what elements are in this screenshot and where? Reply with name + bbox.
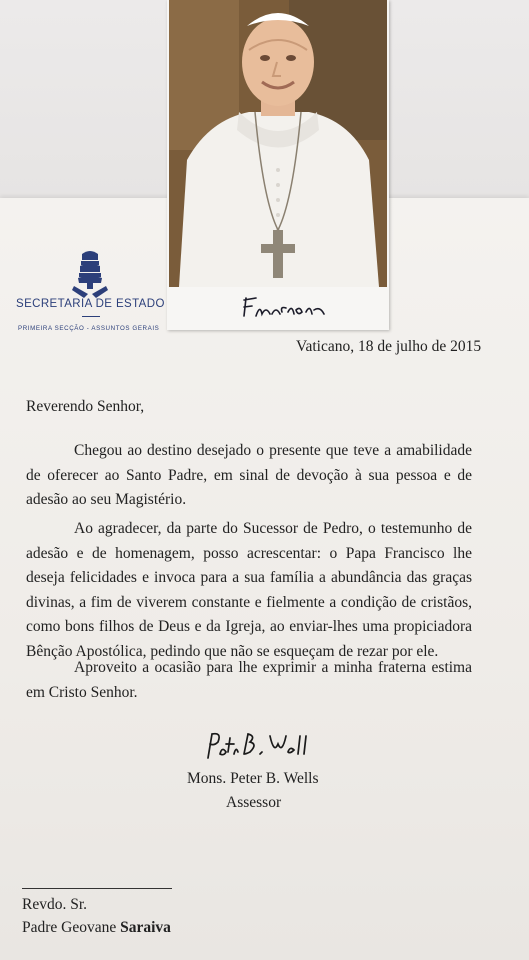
- papal-crest-icon: [68, 250, 112, 300]
- org-name: SECRETARIA DE ESTADO: [16, 298, 165, 310]
- paragraph-1: [26, 439, 472, 513]
- recipient-rule: [22, 888, 172, 889]
- francesco-signature: [240, 292, 330, 322]
- paragraph-2: [26, 517, 472, 664]
- org-subtitle: PRIMEIRA SECÇÃO - ASSUNTOS GERAIS: [18, 325, 160, 332]
- letter-greeting: Reverendo Senhor,: [26, 398, 145, 415]
- paragraph-3: [26, 656, 472, 705]
- wells-signature: [204, 728, 316, 766]
- signer-role: Assessor: [226, 794, 282, 811]
- letter-date: Vaticano, 18 de julho de 2015: [296, 338, 482, 355]
- portrait-photo: [169, 0, 387, 287]
- signer-name: Mons. Peter B. Wells: [187, 770, 319, 787]
- paragraph-2-text: Ao agradecer, da parte do Sucessor de Pedro, o testemunho de adesão e de homenagem, posso acrescentar: o Papa Francisco lhe deseja felicidades e invoca para a sua família a abundância das graças divinas, a fim de viverem constante e fielmente a condição de cristãos, como bons filhos de Deus e da Igreja, ao enviar-lhes uma propiciadora Bênção Apostólica, pedindo que não se esqueçam de rezar por ele.: [26, 520, 472, 660]
- recipient-name: [22, 916, 171, 941]
- recipient-surname: Saraiva: [120, 919, 171, 936]
- letterhead-divider: [82, 316, 100, 317]
- paragraph-3-text: Aproveito a ocasião para lhe exprimir a minha fraterna estima em Cristo Senhor.: [26, 659, 472, 701]
- photo-card: [167, 0, 389, 330]
- paragraph-1-text: Chegou ao destino desejado o presente que teve a amabilidade de oferecer ao Santo Padre, em sinal de devoção à sua pessoa e de adesão ao seu Magistério.: [26, 442, 472, 508]
- recipient-title: Revdo. Sr.: [22, 896, 88, 913]
- recipient-name-prefix: Padre Geovane: [22, 919, 117, 936]
